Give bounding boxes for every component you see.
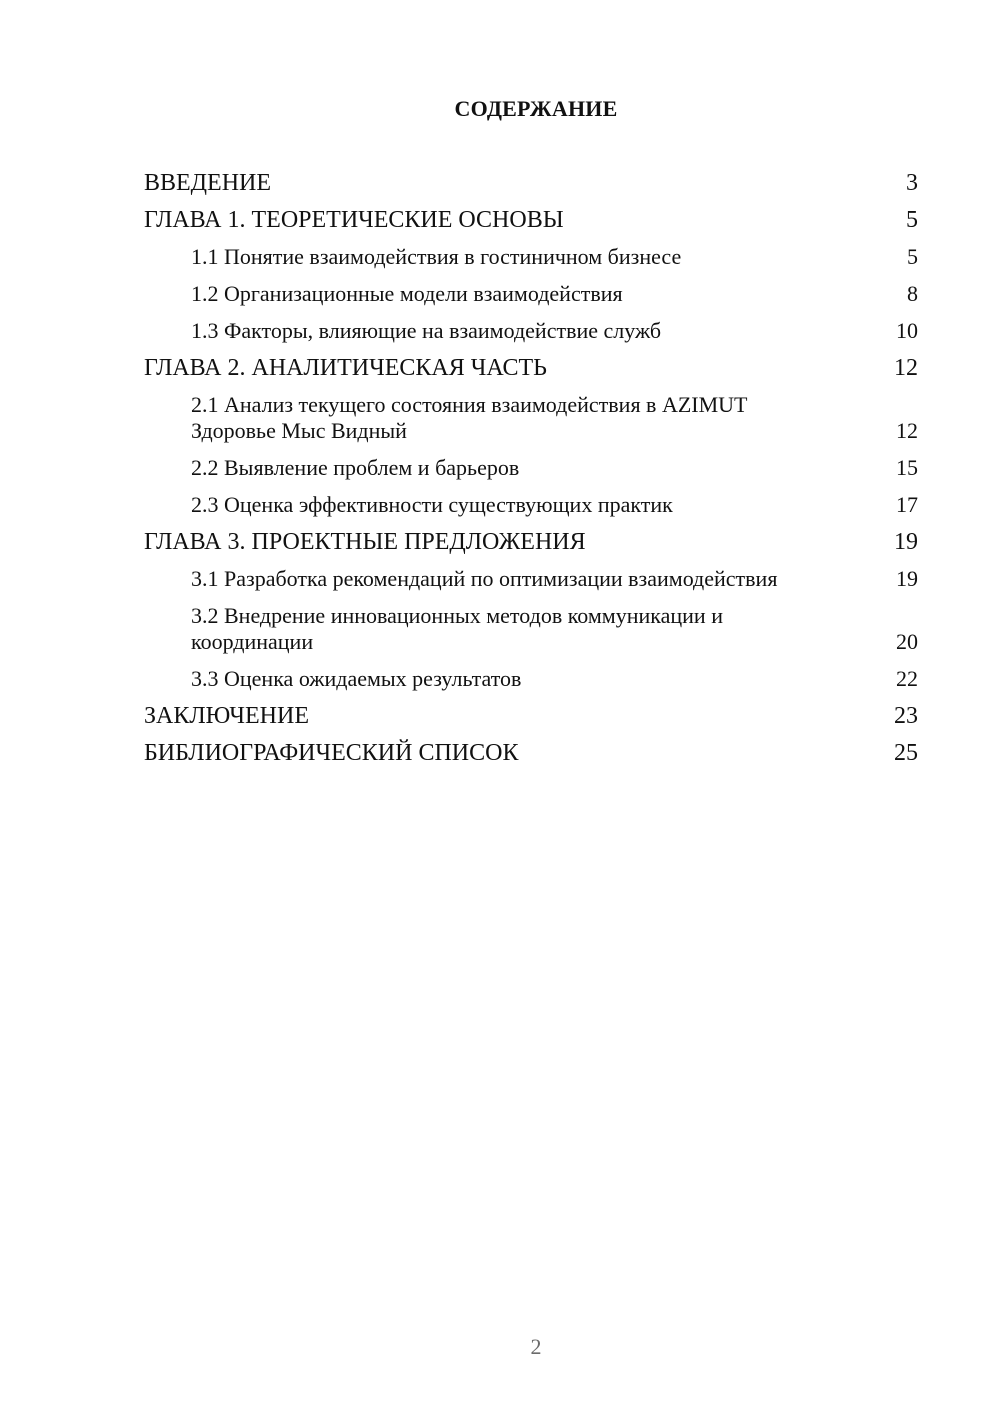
toc-entry-page: 12 <box>894 355 918 381</box>
toc-entry-section-3-2 <box>144 603 918 655</box>
toc-entry-page: 19 <box>896 566 918 591</box>
toc-entry-page: 5 <box>907 244 918 269</box>
toc-entry-chapter-1 <box>144 207 918 233</box>
toc-entry-chapter-3 <box>144 529 918 555</box>
toc-entry-text: 2.2 Выявление проблем и барьеров <box>191 455 520 480</box>
toc-entry-text: ГЛАВА 2. АНАЛИТИЧЕСКАЯ ЧАСТЬ <box>144 355 547 381</box>
table-of-contents <box>144 170 918 777</box>
toc-entry-page: 22 <box>896 666 918 691</box>
toc-entry-page: 10 <box>896 318 918 343</box>
toc-entry-page: 23 <box>894 703 918 729</box>
toc-entry-text: ГЛАВА 1. ТЕОРЕТИЧЕСКИЕ ОСНОВЫ <box>144 207 564 233</box>
toc-entry-page: 17 <box>896 492 918 517</box>
toc-entry-page: 3 <box>906 170 918 196</box>
toc-entry-section-2-3 <box>144 492 918 518</box>
toc-entry-page: 5 <box>906 207 918 233</box>
toc-entry-page: 12 <box>896 418 918 443</box>
toc-entry-page: 15 <box>896 455 918 480</box>
toc-entry-section-2-1 <box>144 392 918 444</box>
toc-entry-conclusion <box>144 703 918 729</box>
toc-entry-text: 1.2 Организационные модели взаимодействия <box>191 281 623 306</box>
toc-entry-section-1-1 <box>144 244 918 270</box>
toc-entry-text: 2.3 Оценка эффективности существующих практик <box>191 492 673 517</box>
toc-entry-section-2-2 <box>144 455 918 481</box>
toc-entry-text: 3.1 Разработка рекомендаций по оптимизации взаимодействия <box>191 566 778 591</box>
toc-entry-chapter-2 <box>144 355 918 381</box>
toc-entry-text: ЗАКЛЮЧЕНИЕ <box>144 703 309 729</box>
toc-entry-section-1-2 <box>144 281 918 307</box>
page-title: СОДЕРЖАНИЕ <box>454 96 618 121</box>
toc-entry-text: 3.2 Внедрение инновационных методов коммуникации и координации <box>191 603 723 654</box>
toc-entry-section-3-1 <box>144 566 918 592</box>
toc-entry-text: 2.1 Анализ текущего состояния взаимодействия в AZIMUT Здоровье Мыс Видный <box>191 392 748 443</box>
toc-entry-text: ВВЕДЕНИЕ <box>144 170 272 196</box>
toc-entry-page: 20 <box>896 629 918 654</box>
toc-entry-page: 25 <box>894 740 918 766</box>
toc-entry-page: 8 <box>907 281 918 306</box>
toc-entry-section-1-3 <box>144 318 918 344</box>
toc-entry-text: 1.1 Понятие взаимодействия в гостиничном бизнесе <box>191 244 682 269</box>
toc-entry-bibliography <box>144 740 918 766</box>
toc-entry-text: ГЛАВА 3. ПРОЕКТНЫЕ ПРЕДЛОЖЕНИЯ <box>144 529 586 555</box>
toc-entry-page: 19 <box>894 529 918 555</box>
toc-entry-text: 3.3 Оценка ожидаемых результатов <box>191 666 522 691</box>
toc-entry-section-3-3 <box>144 666 918 692</box>
toc-entry-text: 1.3 Факторы, влияющие на взаимодействие служб <box>191 318 662 343</box>
toc-entry-introduction <box>144 170 918 196</box>
toc-entry-text: БИБЛИОГРАФИЧЕСКИЙ СПИСОК <box>144 740 519 766</box>
page-number: 2 <box>530 1334 542 1359</box>
